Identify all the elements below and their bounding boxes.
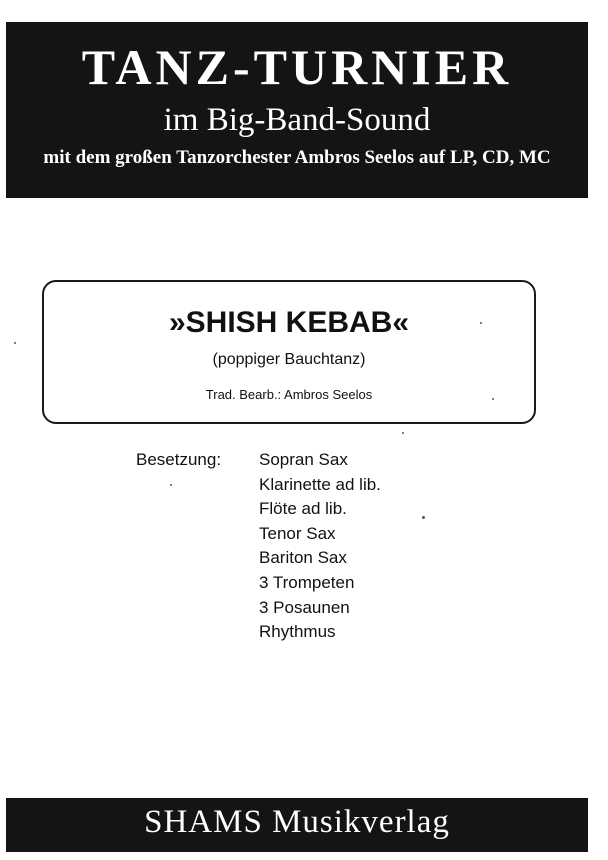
arranger-credit: Trad. Bearb.: Ambros Seelos: [205, 387, 373, 402]
scan-speck: [170, 484, 172, 486]
series-title: TANZ-TURNIER: [81, 39, 513, 95]
instrument-item: Rhythmus: [259, 622, 336, 642]
series-subtitle: im Big-Band-Sound: [163, 102, 431, 138]
scan-speck: [480, 322, 482, 324]
instrument-item: Tenor Sax: [259, 523, 336, 543]
instrument-item: 3 Trompeten: [259, 572, 355, 592]
instrumentation-label: Besetzung:: [136, 450, 222, 469]
scan-speck: [422, 516, 425, 519]
publisher-name: SHAMS Musikverlag: [144, 804, 450, 840]
instrument-item: Sopran Sax: [259, 450, 348, 469]
piece-title-box: [42, 280, 536, 424]
instrument-item: Flöte ad lib.: [259, 499, 347, 519]
piece-title: »SHISH KEBAB«: [168, 306, 410, 339]
scan-speck: [492, 398, 494, 400]
piece-subtitle: (poppiger Bauchtanz): [212, 351, 366, 368]
footer-banner: [6, 798, 588, 852]
instrument-item: Bariton Sax: [259, 548, 347, 568]
instrument-item: Klarinette ad lib.: [259, 474, 381, 494]
scan-speck: [14, 342, 16, 344]
header-banner: [6, 22, 588, 198]
scan-speck: [402, 432, 404, 434]
instrument-item: 3 Posaunen: [259, 597, 350, 617]
instrument-list: [259, 451, 381, 648]
series-tagline: mit dem großen Tanzorchester Ambros Seelos auf LP, CD, MC: [43, 147, 551, 168]
